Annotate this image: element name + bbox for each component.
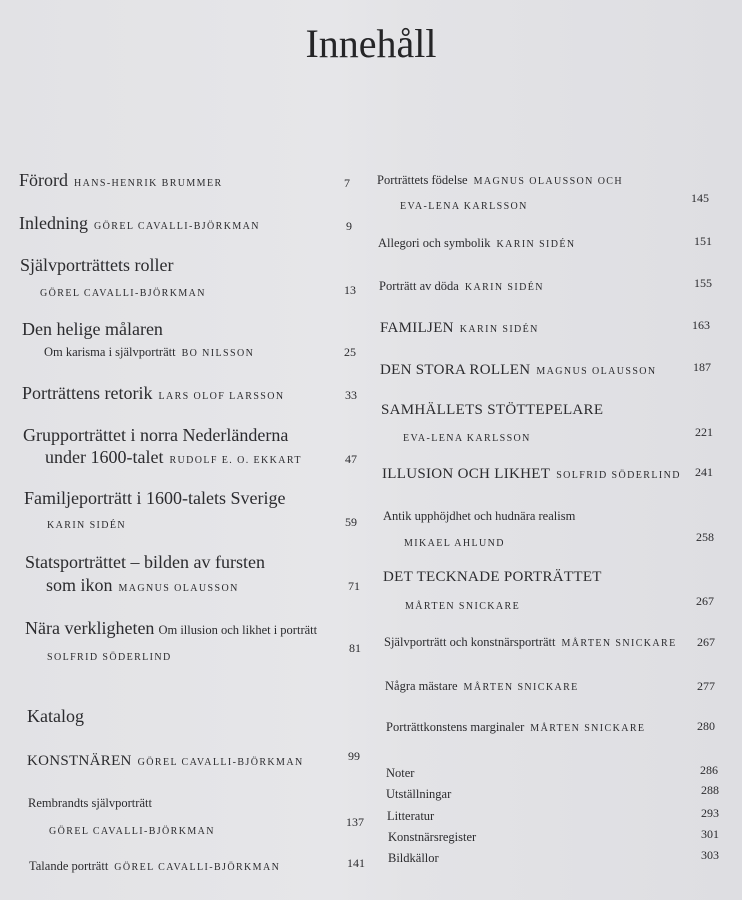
- entry-title[interactable]: Noter: [386, 766, 415, 780]
- entry-title[interactable]: Självporträttets roller: [20, 255, 174, 275]
- entry-title: Förord: [19, 170, 68, 190]
- entry-author-cont: EVA-LENA KARLSSON: [400, 201, 528, 212]
- entry-title: KONSTNÄREN: [27, 753, 132, 769]
- entry-title[interactable]: Grupporträttet i norra Nederländerna: [23, 425, 289, 445]
- entry-subtitle: Om karisma i självporträtt: [44, 345, 176, 359]
- entry-title-cont: under 1600-talet: [45, 447, 164, 467]
- toc-entry[interactable]: [385, 679, 579, 694]
- entry-author: LARS OLOF LARSSON: [158, 391, 285, 402]
- page-number: 258: [696, 530, 714, 544]
- entry-title: Porträttens retorik: [22, 383, 153, 403]
- entry-title: DEN STORA ROLLEN: [380, 362, 531, 378]
- page-number: 277: [697, 679, 715, 693]
- toc-entry[interactable]: [382, 465, 681, 483]
- page-number: 13: [344, 283, 356, 297]
- toc-entry[interactable]: [19, 170, 223, 191]
- entry-author: GÖREL CAVALLI-BJÖRKMAN: [40, 288, 206, 299]
- page-number: 151: [694, 234, 712, 248]
- entry-title: Några mästare: [385, 679, 458, 693]
- entry-author: MAGNUS OLAUSSON: [118, 583, 239, 594]
- entry-author-line: [47, 515, 126, 533]
- page-number: 145: [691, 191, 709, 205]
- entry-title[interactable]: Konstnärsregister: [388, 830, 477, 844]
- entry-author: SOLFRID SÖDERLIND: [556, 470, 681, 481]
- entry-author: BO NILSSON: [181, 348, 255, 359]
- toc-entry[interactable]: [384, 635, 677, 650]
- entry-author-line: [47, 647, 172, 665]
- entry-author-line: [49, 821, 215, 839]
- page-number: 293: [701, 806, 719, 820]
- entry-title: Självporträtt och konstnärsporträtt: [384, 635, 556, 649]
- entry-title: ILLUSION OCH LIKHET: [382, 466, 551, 482]
- entry-title: Porträttkonstens marginaler: [386, 720, 525, 734]
- entry-title[interactable]: Rembrandts självporträtt: [28, 796, 152, 810]
- page-number: 7: [344, 176, 350, 190]
- page-number: 267: [696, 594, 714, 608]
- entry-author: MÅRTEN SNICKARE: [561, 638, 677, 649]
- page-number: 47: [345, 452, 357, 466]
- entry-author: MAGNUS OLAUSSON OCH: [473, 176, 624, 187]
- entry-subtitle-line: [44, 345, 254, 360]
- entry-title: Allegori och symbolik: [378, 236, 491, 250]
- page-number: 141: [347, 856, 365, 870]
- entry-author: MÅRTEN SNICKARE: [405, 601, 521, 612]
- entry-title[interactable]: Den helige målaren: [22, 319, 163, 339]
- entry-title: FAMILJEN: [380, 320, 454, 336]
- entry-author: KARIN SIDÉN: [459, 324, 539, 335]
- toc-entry-cont: [46, 575, 239, 596]
- entry-title: Inledning: [19, 213, 88, 233]
- toc-entry[interactable]: [380, 319, 539, 337]
- entry-author-line: [405, 596, 520, 614]
- page-number: 301: [701, 827, 719, 841]
- entry-author: GÖREL CAVALLI-BJÖRKMAN: [94, 221, 260, 232]
- toc-entry[interactable]: [19, 213, 260, 234]
- page-number: 9: [346, 219, 352, 233]
- entry-author: GÖREL CAVALLI-BJÖRKMAN: [49, 826, 215, 837]
- page-number: 187: [693, 360, 711, 374]
- toc-entry[interactable]: [386, 720, 645, 735]
- page-number: 137: [346, 815, 364, 829]
- page-number: 99: [348, 749, 360, 763]
- section-heading-katalog[interactable]: Katalog: [27, 706, 84, 726]
- entry-author: GÖREL CAVALLI-BJÖRKMAN: [137, 757, 304, 768]
- entry-title[interactable]: Familjeporträtt i 1600-talets Sverige: [24, 488, 286, 508]
- entry-author: RUDOLF E. O. EKKART: [169, 455, 302, 466]
- entry-title[interactable]: Bildkällor: [388, 851, 439, 865]
- page-number: 303: [701, 848, 719, 862]
- entry-title-cont: som ikon: [46, 575, 113, 595]
- toc-entry[interactable]: [25, 618, 317, 639]
- page-number: 81: [349, 641, 361, 655]
- entry-title[interactable]: Statsporträttet – bilden av fursten: [25, 552, 265, 572]
- entry-author: KARIN SIDÉN: [47, 520, 127, 531]
- entry-title[interactable]: Litteratur: [387, 809, 435, 823]
- entry-author-line: [400, 196, 528, 214]
- page-number: 59: [345, 515, 357, 529]
- entry-author: HANS-HENRIK BRUMMER: [74, 178, 223, 189]
- page-number: 280: [697, 719, 715, 733]
- entry-title[interactable]: SAMHÄLLETS STÖTTEPELARE: [381, 402, 604, 418]
- page-number: 286: [700, 763, 718, 777]
- page-number: 267: [697, 635, 715, 649]
- page-number: 241: [695, 465, 713, 479]
- entry-author-line: [403, 428, 531, 446]
- page-number: 71: [348, 579, 360, 593]
- toc-entry-cont: [45, 447, 302, 468]
- page-number: 221: [695, 425, 713, 439]
- entry-subtitle: Om illusion och likhet i porträtt: [158, 623, 318, 637]
- entry-author: SOLFRID SÖDERLIND: [47, 652, 172, 663]
- entry-title: Talande porträtt: [29, 859, 109, 873]
- page-number: 25: [344, 345, 356, 359]
- entry-title[interactable]: Utställningar: [386, 787, 452, 801]
- entry-author: GÖREL CAVALLI-BJÖRKMAN: [114, 862, 281, 873]
- entry-author: MÅRTEN SNICKARE: [463, 682, 579, 693]
- page-number: 33: [345, 388, 357, 402]
- entry-author-line: [40, 283, 206, 301]
- entry-title: Porträtt av döda: [379, 279, 459, 293]
- toc-entry[interactable]: [379, 279, 544, 294]
- entry-author: EVA-LENA KARLSSON: [403, 433, 531, 444]
- entry-author: MIKAEL AHLUND: [404, 538, 505, 549]
- entry-author-line: [404, 533, 505, 551]
- page-title: Innehåll: [305, 21, 437, 66]
- page-number: 163: [692, 318, 710, 332]
- entry-author: KARIN SIDÉN: [496, 239, 576, 250]
- toc-entry[interactable]: [27, 752, 304, 770]
- page-number: 288: [701, 783, 719, 797]
- entry-author: MAGNUS OLAUSSON: [536, 366, 657, 377]
- entry-author: KARIN SIDÉN: [464, 282, 544, 293]
- entry-title: Porträttets födelse: [377, 173, 468, 187]
- toc-entry[interactable]: [378, 236, 576, 251]
- toc-entry[interactable]: [380, 361, 657, 379]
- toc-entry[interactable]: [22, 383, 285, 404]
- toc-entry[interactable]: [29, 859, 280, 874]
- entry-title[interactable]: DET TECKNADE PORTRÄTTET: [383, 569, 602, 585]
- page-number: 155: [694, 276, 712, 290]
- entry-title[interactable]: Antik upphöjdhet och hudnära realism: [383, 509, 576, 523]
- entry-title: Nära verkligheten: [25, 618, 155, 638]
- toc-entry[interactable]: [377, 173, 623, 188]
- entry-author: MÅRTEN SNICKARE: [530, 723, 646, 734]
